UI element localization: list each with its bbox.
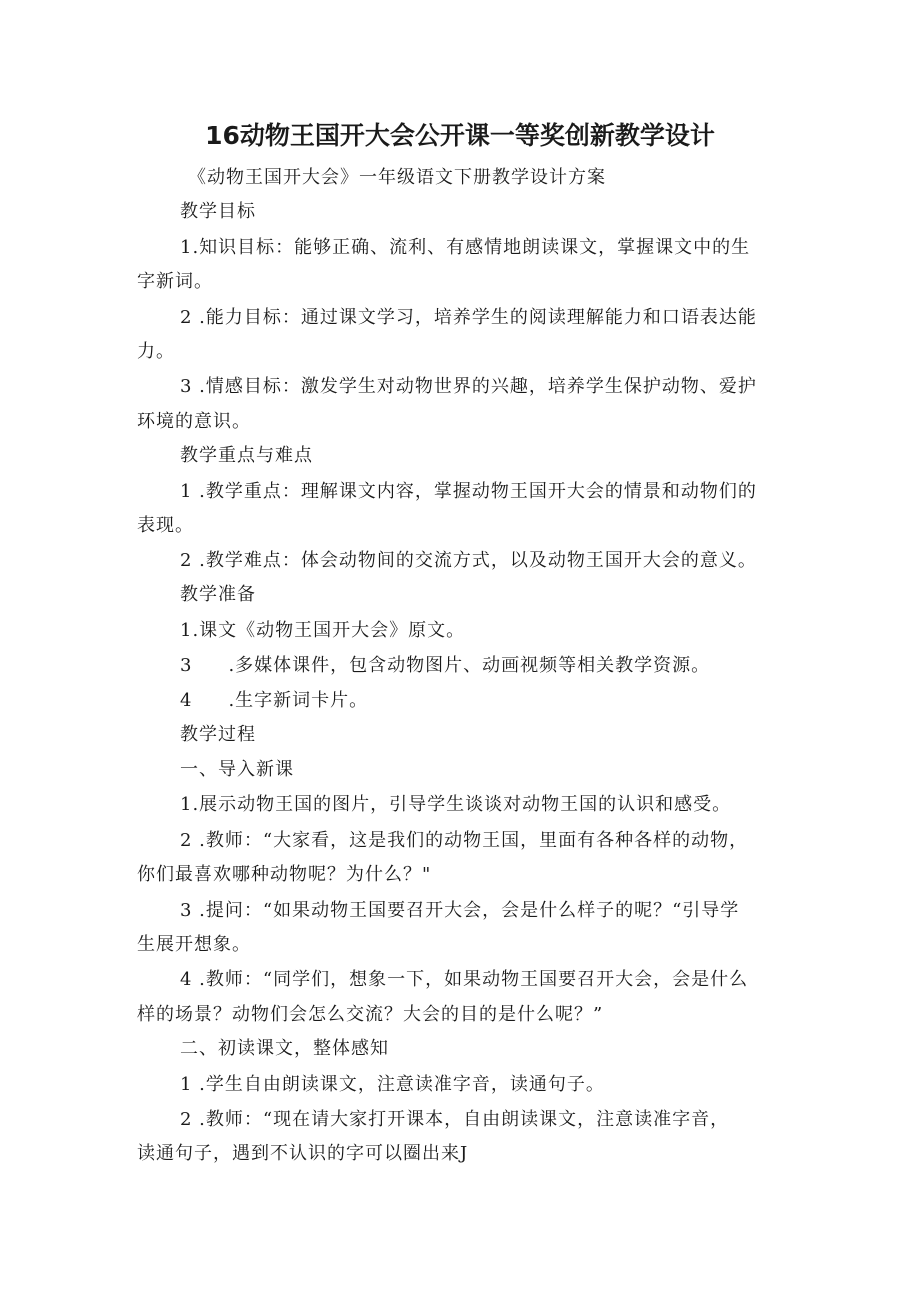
preparation-item-2-number: 3 <box>180 655 193 676</box>
document-subtitle: 《动物王国开大会》一年级语文下册教学设计方案 <box>188 167 606 188</box>
process-part1-item-2: 2 .教师：“大家看，这是我们的动物王国，里面有各种各样的动物， <box>180 830 749 851</box>
preparation-item-3-text: .生字新词卡片。 <box>228 690 369 711</box>
section-heading-preparation: 教学准备 <box>180 584 256 605</box>
document-title: 16动物王国开大会公开课一等奖创新教学设计 <box>205 121 715 150</box>
process-part1-item-3: 3 .提问：“如果动物王国要召开大会，会是什么样子的呢？“引导学 <box>180 900 740 921</box>
process-part1-item-4: 4 .教师：“同学们，想象一下，如果动物王国要召开大会，会是什么 <box>180 969 749 990</box>
process-part2-heading: 二、初读课文，整体感知 <box>180 1038 389 1059</box>
goal-item-3-cont: 环境的意识。 <box>137 411 251 432</box>
process-part1-item-4-cont: 样的场景？动物们会怎么交流？大会的目的是什么呢？” <box>137 1004 604 1025</box>
process-part2-item-2-cont: 读通句子，遇到不认识的字可以圈出来J <box>137 1143 469 1164</box>
preparation-item-3 <box>180 687 368 715</box>
key-point-item-1: 1 .教学重点：理解课文内容，掌握动物王国开大会的情景和动物们的 <box>180 481 757 502</box>
process-part1-heading: 一、导入新课 <box>180 759 294 780</box>
goal-item-2-cont: 力。 <box>137 341 175 362</box>
process-part2-item-1: 1 .学生自由朗读课文，注意读准字音，读通句子。 <box>180 1074 605 1095</box>
process-part2-item-2: 2 .教师：“现在请大家打开课本，自由朗读课文，注意读准字音， <box>180 1109 730 1130</box>
process-part1-item-1: 1.展示动物王国的图片，引导学生谈谈对动物王国的认识和感受。 <box>180 794 732 815</box>
key-point-item-1-cont: 表现。 <box>137 515 194 536</box>
preparation-item-2 <box>180 652 710 680</box>
section-heading-key-points: 教学重点与难点 <box>180 445 313 466</box>
goal-item-1-cont: 字新词。 <box>137 271 213 292</box>
process-part1-item-2-cont: 你们最喜欢哪种动物呢？为什么？" <box>137 864 432 885</box>
goal-item-1: 1.知识目标：能够正确、流利、有感情地朗读课文，掌握课文中的生 <box>180 237 751 258</box>
preparation-item-2-text: .多媒体课件，包含动物图片、动画视频等相关教学资源。 <box>228 655 711 676</box>
preparation-item-1: 1.课文《动物王国开大会》原文。 <box>180 620 466 641</box>
preparation-item-3-number: 4 <box>180 690 193 711</box>
goal-item-2: 2 .能力目标：通过课文学习，培养学生的阅读理解能力和口语表达能 <box>180 307 757 328</box>
key-point-item-2: 2 .教学难点：体会动物间的交流方式，以及动物王国开大会的意义。 <box>180 550 757 571</box>
process-part1-item-3-cont: 生展开想象。 <box>137 934 251 955</box>
section-heading-process: 教学过程 <box>180 724 256 745</box>
goal-item-3: 3 .情感目标：激发学生对动物世界的兴趣，培养学生保护动物、爱护 <box>180 376 757 397</box>
section-heading-goals: 教学目标 <box>180 201 256 222</box>
